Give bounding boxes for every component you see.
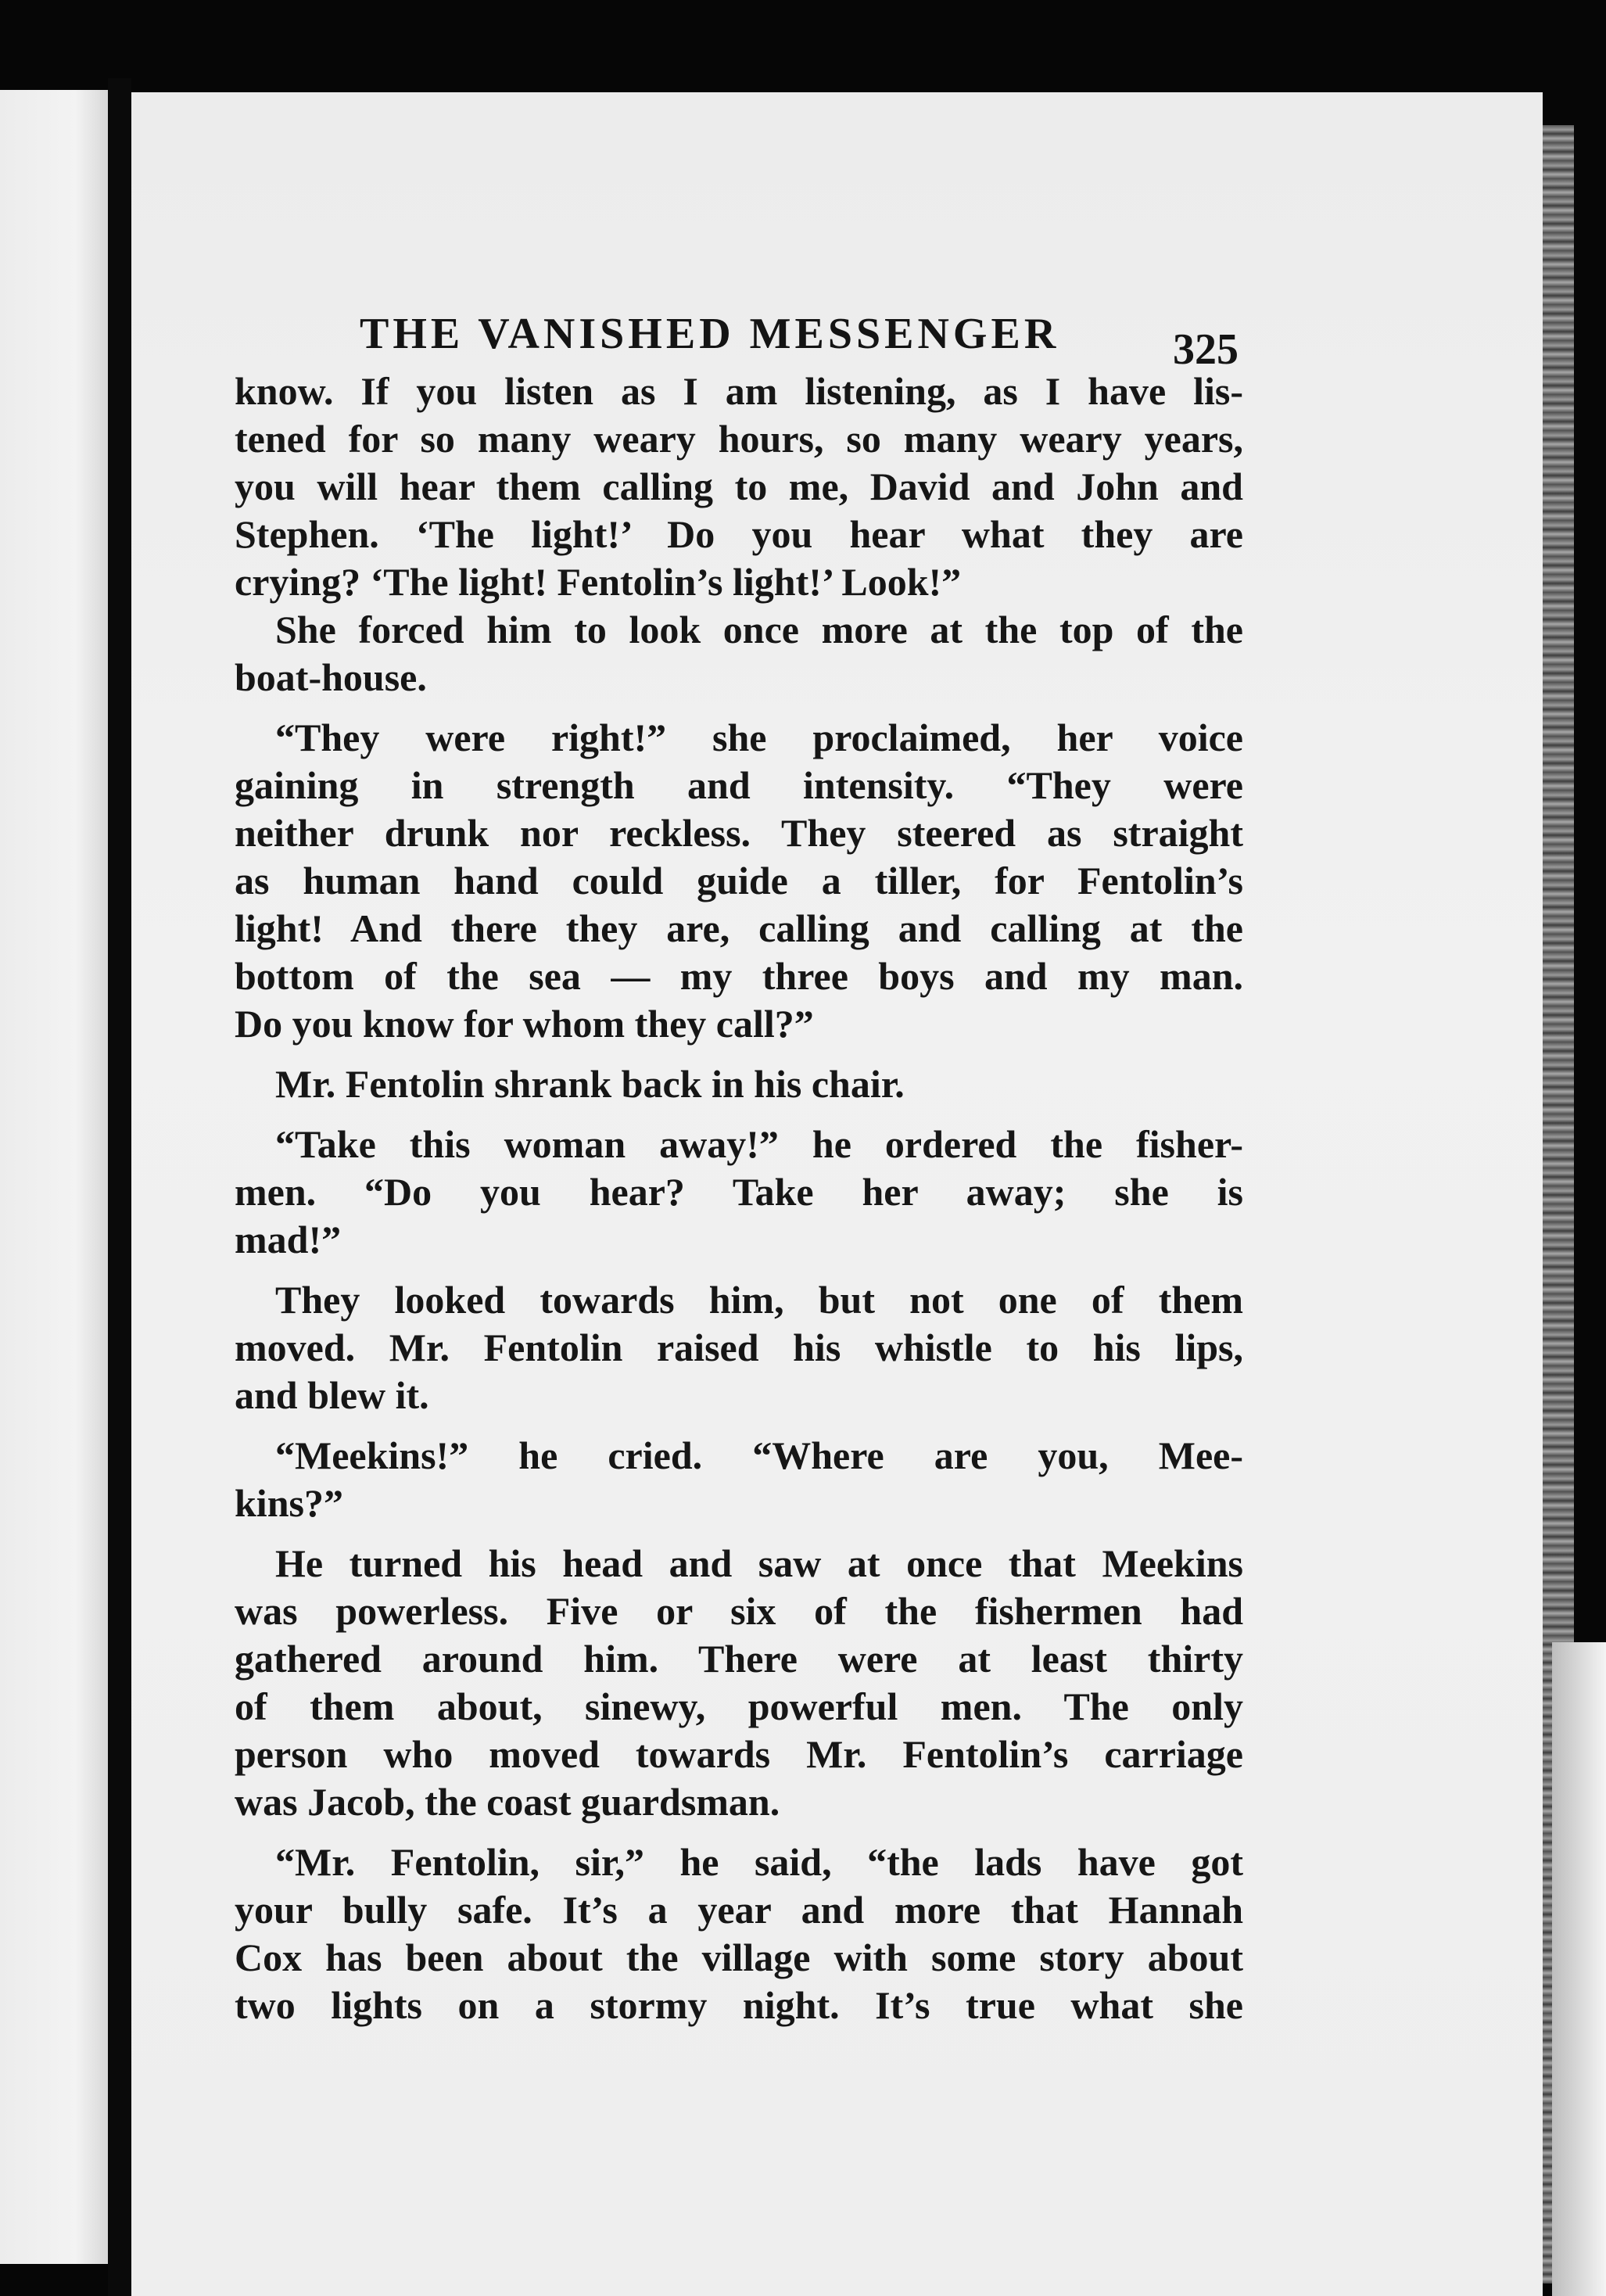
paragraph: [235, 1276, 1243, 1419]
text-line: and blew it.: [235, 1373, 429, 1417]
paragraph: [235, 1060, 1243, 1108]
text-line: as human hand could guide a tiller, for Fentolin’s: [235, 859, 1243, 902]
text-line: person who moved towards Mr. Fentolin’s carriage: [235, 1732, 1243, 1776]
book-gutter: [108, 78, 131, 2296]
text-line: crying? ‘The light! Fentolin’s light!’ Look!”: [235, 560, 962, 604]
facing-page-edge: [0, 90, 108, 2264]
text-line: your bully safe. It’s a year and more that Hannah: [235, 1888, 1243, 1932]
text-line: tened for so many weary hours, so many weary years,: [235, 417, 1243, 461]
paragraph-gap: [235, 1264, 1243, 1276]
body-text: [235, 368, 1243, 2029]
text-line: of them about, sinewy, powerful men. The only: [235, 1684, 1243, 1728]
text-line: “They were right!” she proclaimed, her voice: [275, 716, 1243, 759]
paragraph-gap: [235, 1419, 1243, 1432]
text-line: mad!”: [235, 1218, 342, 1261]
text-line: gaining in strength and intensity. “They were: [235, 763, 1243, 807]
text-line: “Meekins!” he cried. “Where are you, Mee-: [275, 1433, 1243, 1477]
page-edge-highlight: [1552, 1642, 1606, 2296]
text-line: know. If you listen as I am listening, as I have lis-: [235, 369, 1243, 413]
text-line: moved. Mr. Fentolin raised his whistle to his lips,: [235, 1326, 1243, 1369]
paragraph: [235, 368, 1243, 606]
text-line: He turned his head and saw at once that Meekins: [275, 1541, 1243, 1585]
text-line: gathered around him. There were at least thirty: [235, 1637, 1243, 1681]
text-line: kins?”: [235, 1481, 343, 1525]
paragraph: [235, 1121, 1243, 1264]
text-line: light! And there they are, calling and calling at the: [235, 906, 1243, 950]
paragraph: [235, 714, 1243, 1048]
page-number: 325: [1173, 325, 1239, 374]
paragraph: [235, 1839, 1243, 2029]
running-title: THE VANISHED MESSENGER: [360, 310, 1060, 358]
text-line: two lights on a stormy night. It’s true what she: [235, 1983, 1243, 2027]
paragraph: [235, 1432, 1243, 1527]
paragraph-gap: [235, 701, 1243, 714]
text-line: was powerless. Five or six of the fishermen had: [235, 1589, 1243, 1633]
text-line: was Jacob, the coast guardsman.: [235, 1780, 780, 1824]
text-line: Cox has been about the village with some story about: [235, 1935, 1243, 1979]
paragraph-gap: [235, 1826, 1243, 1839]
text-line: bottom of the sea — my three boys and my man.: [235, 954, 1243, 998]
text-line: neither drunk nor reckless. They steered as straight: [235, 811, 1243, 855]
text-line: boat-house.: [235, 655, 427, 699]
paragraph-gap: [235, 1048, 1243, 1060]
text-line: They looked towards him, but not one of them: [275, 1278, 1243, 1322]
text-line: Mr. Fentolin shrank back in his chair.: [275, 1062, 905, 1106]
paragraph: [235, 1540, 1243, 1826]
text-line: Do you know for whom they call?”: [235, 1002, 814, 1046]
paragraph-gap: [235, 1108, 1243, 1121]
paragraph-gap: [235, 1527, 1243, 1540]
text-line: you will hear them calling to me, David and John and: [235, 465, 1243, 508]
text-line: Stephen. ‘The light!’ Do you hear what they are: [235, 512, 1243, 556]
text-line: men. “Do you hear? Take her away; she is: [235, 1170, 1243, 1214]
text-line: “Take this woman away!” he ordered the fisher-: [275, 1122, 1243, 1166]
text-line: “Mr. Fentolin, sir,” he said, “the lads have got: [275, 1840, 1243, 1884]
text-line: She forced him to look once more at the top of the: [275, 608, 1243, 651]
paragraph: [235, 606, 1243, 701]
